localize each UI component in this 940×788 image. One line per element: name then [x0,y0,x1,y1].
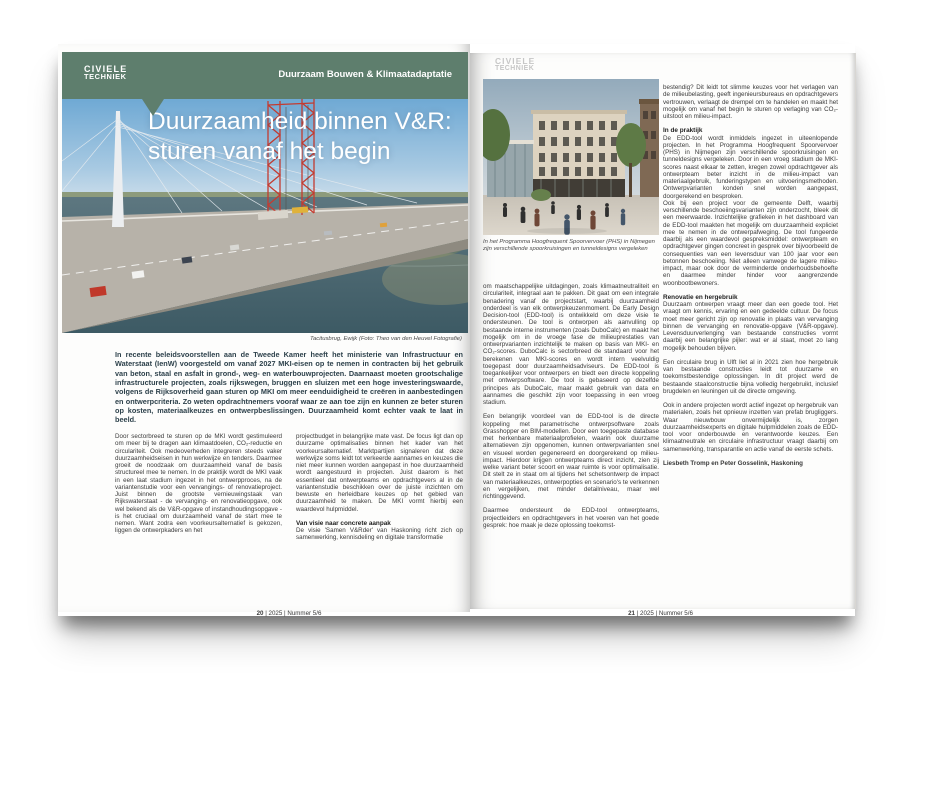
footer-page-number: 21 [628,610,635,617]
page-footer-right [483,610,838,617]
right-column-2 [663,84,838,474]
brand-line-1: CIVIELE [84,64,128,74]
article-title [148,107,452,167]
brand-line-2: TECHNIEK [84,72,127,81]
right-page [470,53,856,617]
subheading-van-visie: Van visie naar concrete aanpak [296,519,391,527]
authors-line: Liesbeth Tromp en Peter Gosselink, Haskoning [663,459,803,467]
brand-line-2: TECHNIEK [495,64,535,72]
paragraph: Ook bij een project voor de gemeente Delft, waarbij verschillende beschoeiingsvarianten zijn onderzocht, bleek dit een meerwaarde. Inzichtelijke grafieken in het dashboard van de EDD-tool maakten het mogelijk om duurzaamheid expliciet mee te nemen in de ontwerpafweging. De tool fungeerde daarbij als een waardevol gespreksmiddel: ontwerpteam en opdrachtgever gingen concreet in gesprek over bijvoorbeeld de consequenties van een levensduur van 100 jaar voor een betonnen beschoeiing. Niet alleen vanwege de lagere milieu-impact, maar ook door de verminderde onderhoudsbehoefte en daarmee minder hinder voor aangrenzende woonbootbewoners. [663,199,838,287]
paragraph: Daarmee ondersteunt de EDD-tool ontwerpteams, projectleiders en opdrachtgevers in het voeren van het goede gesprek: hoe maak je deze oplossing toekomst- [483,507,659,529]
header-band [62,52,468,99]
body-columns-left [115,433,463,549]
photo-caption: In het Programma Hoogfrequent Spoorvervoer (PHS) in Nijmegen zijn verschillende spoorkruisingen en tunneldesigns vergeleken [483,239,655,252]
paragraph: bestendig? Dit leidt tot slimme keuzes voor het verlagen van de milieubelasting, geeft ingenieursbureaus en opdrachtgevers vertrouwen, verlaagt de drempel om te handelen en maakt het mogelijk om vanaf het begin te sturen op verlaging van CO₂-uitstoot en milieu-impact. [663,84,838,120]
paragraph: De EDD-tool wordt inmiddels ingezet in uiteenlopende projecten. In het Programma Hoogfrequent Spoorvervoer (PHS) in Nijmegen zijn verschillende spoorkruisingen en tunneldesigns vergeleken. Door in een vroeg stadium de MKI-scores naast elkaar te zetten, kregen zowel opdrachtgever als ontwerpteam beter inzicht in de milieu-impact van materiaalgebruik, funderingstypen en uitvoeringsmethoden. Ontwerpvarianten konden snel worden aangepast, doorgerekend en besproken. [663,134,838,200]
brand-logo [84,65,127,80]
footer-page-number: 20 [256,610,264,617]
paragraph: Een belangrijk voordeel van de EDD-tool is de directe koppeling met parametrische ontwerpsoftware zoals Grasshopper en BIM-modellen. Door een toegepaste database met herkenbare materiaalprofielen, waarin ook duurzame alternatieven zijn opgenomen, kunnen ontwerpvarianten snel en visueel worden gegenereerd en doorgerekend op milieu-impact. Hierdoor krijgen ontwerpteams direct inzicht, zien zij welke variant beter scoort en waar ruimte is voor optimalisatie. Dit stelt ze in staat om al tijdens het schetsontwerp de impact van materiaalkeuzes, ontwerpopties en scenario's te verkennen en vergelijken, met minder detailniveau, maar wel richtinggevend. [483,413,659,500]
bridge-photo [62,99,468,333]
paragraph: om maatschappelijke uitdagingen, zoals klimaatneutraliteit en circulariteit, integraal aan te pakken. Dit gaat om een integrale benadering vanaf de projectstart, waarbij duurzaamheid onderdeel is van elk ontwerpkeuzenmoment. De Early Design Decision-tool (EDD-tool) is ontwikkeld om deze visie te ondersteunen. De tool is ontworpen als aanvulling op bestaande interne instrumenten (zoals DuboCalc) en maakt het mogelijk om in de vroege fase de milieuprestaties van ontwerpvarianten inzichtelijk te maken op basis van MKI- en CO₂-scores. DuboCalc is sectorbreed de standaard voor het berekenen van MKI-scores en wordt intern veelvuldig toegepast door duurzaamheidsadviseurs. De EDD-tool is toegankelijker voor ontwerpers en biedt een directe koppeling met ontwerpsoftware. De tool is gebaseerd op dezelfde principes als DuboCalc, maar maakt gebruik van data en aannames die geschikt zijn voor toepassing in een vroeg stadium. [483,283,659,406]
section-header: Duurzaam Bouwen & Klimaatadaptatie [278,69,452,80]
paragraph: Door sectorbreed te sturen op de MKI wordt gestimuleerd om meer bij te dragen aan klimaatdoelen, CO₂-reductie en circulariteit. Ook medeoverheden integreren steeds vaker duurzaamheidseisen in hun werkwijze en tenders. Daarmee groeit de noodzaak om duurzaamheid vanaf de basis structureel mee te nemen. In de praktijk wordt de MKI vaak in een laat stadium ingezet in het ontwerpproces, na de variantenstudie voor een vervangings- of renovatieproject. Juist binnen de grootste vernieuwingstaak van Rijkswaterstaat - de vervanging- en renovatieopgave, ook wel bekend als de V&R-opgave of instandhoudingsopgave - is het cruciaal om duurzaamheid vanaf de start mee te nemen. Want zodra een voorkeursalternatief is gekozen, liggen de ontwerpkaders en het [115,433,282,535]
photo-credit: Tacitusbrug, Ewijk (Foto: Theo van den Heuvel Fotografie) [309,336,462,342]
left-page [58,44,470,617]
building-photo-art [483,79,659,235]
magazine-spread [58,44,855,616]
brand-line-1: CIVIELE [495,56,536,66]
subheading-renovatie: Renovatie en hergebruik [663,293,738,301]
bookmark-ribbon-icon [142,99,164,116]
building-photo [483,79,659,235]
paragraph: Ook in andere projecten wordt actief ingezet op hergebruik van materialen, zoals het opnieuw inzetten van prefab brugliggers. Waar nieuwbouw onvermijdelijk is, zorgen duurzaamheidsexperts en digitale hulpmiddelen zoals de EDD-tool voor onderbouwde en verantwoorde keuzes. Een klimaatneutrale en circulaire infrastructuur vraagt daarbij om samenwerking, transparantie en actie vanaf de eerste schets. [663,402,838,453]
left-column-2 [296,433,463,549]
footer-issue: | 2025 | Nummer 5/6 [636,610,693,617]
page-footer-left [115,610,463,617]
paragraph: projectbudget in belangrijke mate vast. De focus ligt dan op duurzame optimalisaties binnen het kader van het voorkeursalternatief. Marktpartijen signaleren dat deze werkwijze soms leidt tot verkeerde aannames en keuzes die niet meer kunnen worden aangepast in hoe duurzaamheid wordt aangestuurd in projecten. Juist daarom is het essentieel dat ontwerpteams en opdrachtgevers al in de variantenstudie beschikken over de juiste inzichten om bewuste en herleidbare keuzes op het gebied van duurzaamheid te maken. De MKI vormt hierbij een waardevol hulpmiddel. [296,433,463,513]
subheading-in-de-praktijk: In de praktijk [663,127,703,135]
intro-paragraph: In recente beleidsvoorstellen aan de Tweede Kamer heeft het ministerie van Infrastructuur en Waterstaat (IenW) voorgesteld om vanaf 2027 MKI-eisen op te nemen in contracten bij het gebruik van beton, staal en asfalt in grond-, weg- en waterbouwprojecten. Daarnaast moeten grootschalige infrastructurele projecten, zoals rijkswegen, bruggen en sluizen met een hoge investeringswaarde, volgens de Rijksoverheid gaan sturen op MKI om meer eenduidigheid te creëren in aanbestedingen en ontwerpcriteria. Zo weten opdrachtnemers vooraf waar ze aan toe zijn en kunnen ze beter sturen op kosten, materiaalkeuzes en ontwerpbeslissingen. Duurzaamheid komt echter vaak te laat in beeld. [115,350,463,425]
right-column-1 [483,283,659,536]
paragraph: Een circulaire brug in Ulft liet al in 2021 zien hoe hergebruik van bestaande constructies leidt tot duurzame en toekomstbestendige oplossingen. In dit project werd de bestaande staalconstructie bijna volledig hergebruikt, inclusief brugdelen en leuningen uit de directe omgeving. [663,358,838,395]
footer-issue: | 2025 | Nummer 5/6 [265,610,322,617]
brand-logo-gray [495,58,535,72]
left-column-1 [115,433,282,549]
title-line-2: sturen vanaf het begin [148,138,391,165]
paragraph: De visie 'Samen V&Rder' van Haskoning richt zich op samenwerking, kennisdeling en digitale transformatie [296,527,463,542]
title-line-1: Duurzaamheid binnen V&R: [148,108,452,135]
paragraph: Duurzaam ontwerpen vraagt meer dan een goede tool. Het vraagt om kennis, ervaring en een gedeelde cultuur. De focus moet meer gericht zijn op renovatie in plaats van vervanging binnen de vervanging en renovatie-opgave (V&R-opgave). Levensduurverlenging van bestaande constructies vormt daarbij een belangrijke pijler: wat er al staat, moet zo lang mogelijk behouden blijven. [663,301,838,352]
